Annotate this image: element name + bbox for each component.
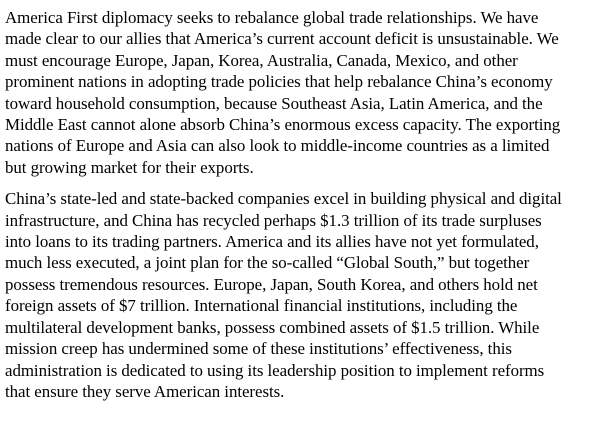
text-line: much less executed, a joint plan for the so-called “Global South,” but together [5,253,530,273]
text-line: infrastructure, and China has recycled perhaps $1.3 trillion of its trade surpluses [5,210,542,230]
text-line: multilateral development banks, possess combined assets of $1.5 trillion. While [5,317,540,337]
paragraph-global-south [5,188,596,402]
text-line: administration is dedicated to using its leadership position to implement reforms [5,360,545,380]
text-line: prominent nations in adopting trade policies that help rebalance China’s economy [5,72,553,92]
text-line: China’s state-led and state-backed companies excel in building physical and digital [5,189,562,209]
text-line: foreign assets of $7 trillion. International financial institutions, including the [5,296,518,316]
paragraph-trade-rebalance [5,7,596,178]
text-line: made clear to our allies that America’s current account deficit is unsustainable. We [5,29,559,49]
text-line: but growing market for their exports. [5,157,254,177]
text-line: nations of Europe and Asia can also look to middle-income countries as a limited [5,136,550,156]
text-line: that ensure they serve American interests. [5,381,285,401]
text-line: toward household consumption, because Southeast Asia, Latin America, and the [5,93,543,113]
text-line: must encourage Europe, Japan, Korea, Australia, Canada, Mexico, and other [5,50,518,70]
text-line: into loans to its trading partners. America and its allies have not yet formulated, [5,232,539,252]
text-line: America First diplomacy seeks to rebalance global trade relationships. We have [5,8,539,27]
text-line: Middle East cannot alone absorb China’s enormous excess capacity. The exporting [5,115,561,135]
text-line: mission creep has undermined some of these institutions’ effectiveness, this [5,339,512,359]
text-line: possess tremendous resources. Europe, Japan, South Korea, and others hold net [5,274,538,294]
